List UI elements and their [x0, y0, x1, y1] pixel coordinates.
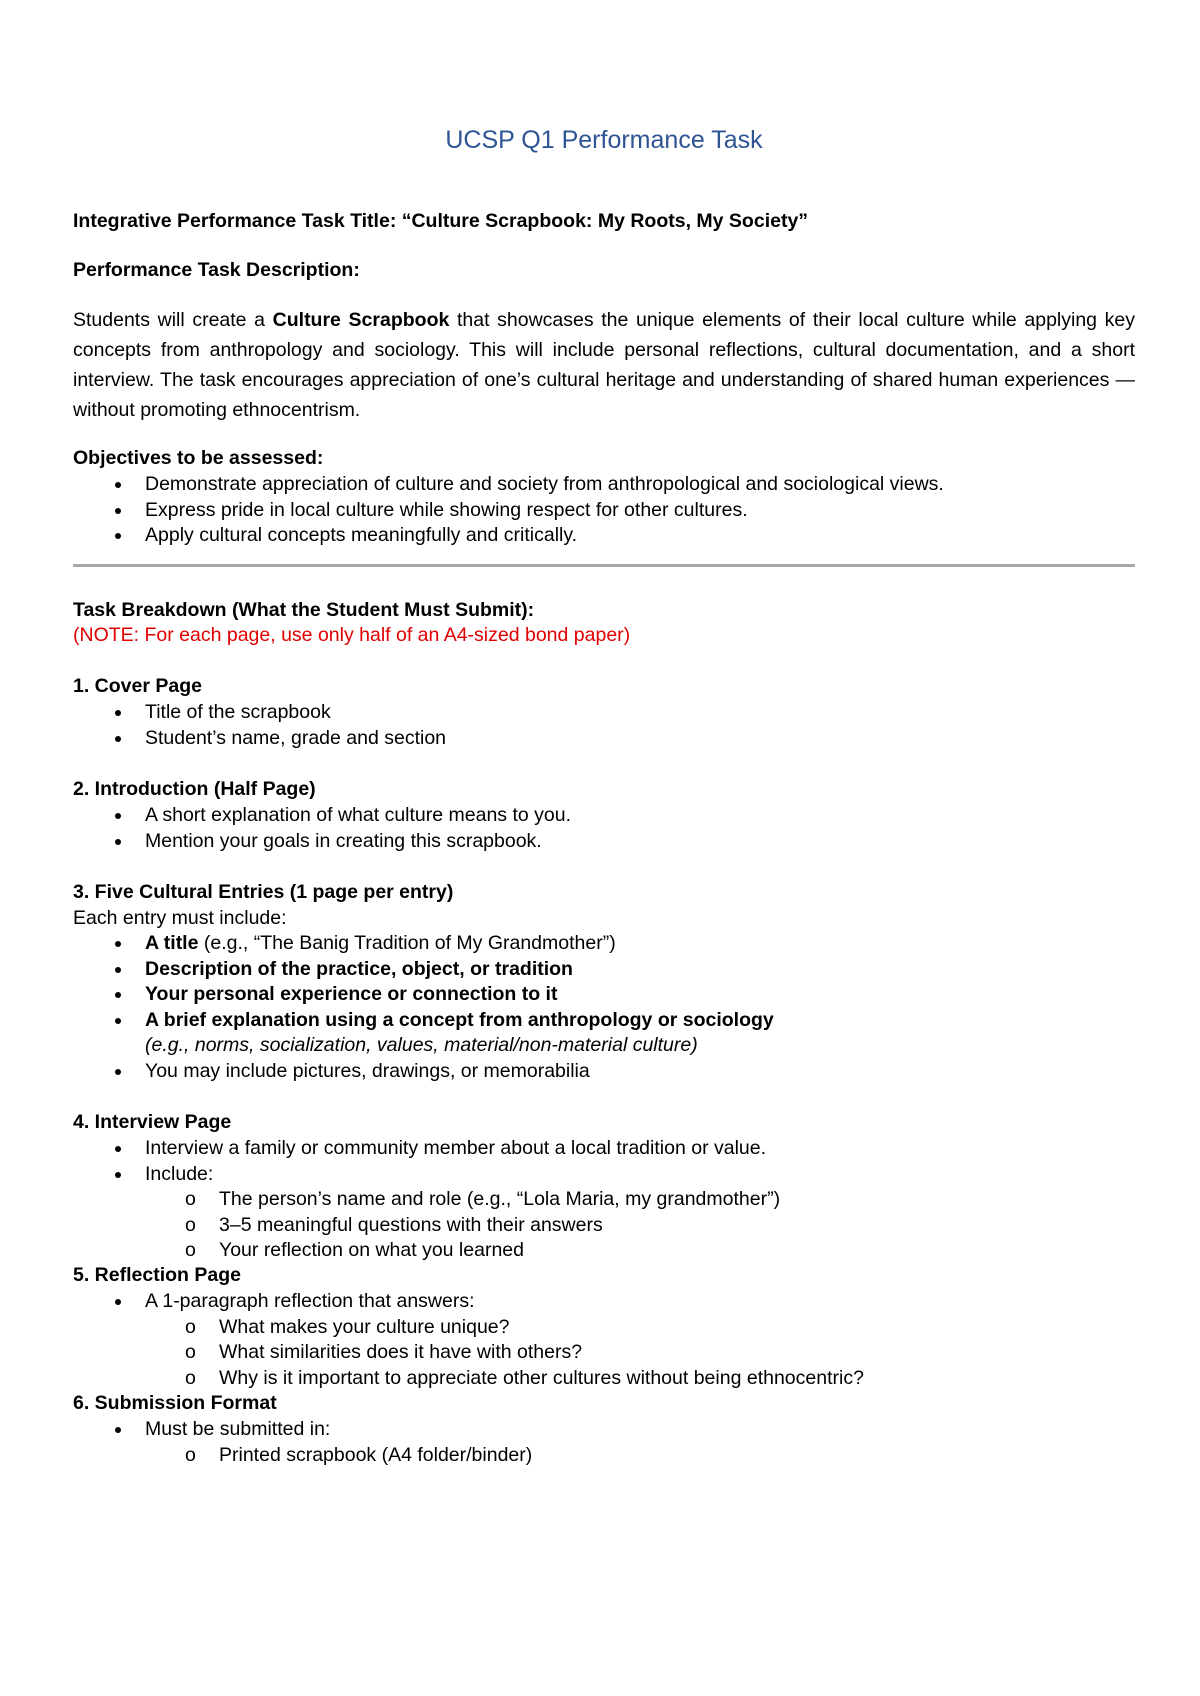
sub-list-item: o Why is it important to appreciate other cultures without being ethnocentric?	[73, 1366, 1135, 1392]
list-item: Express pride in local culture while showing respect for other cultures.	[73, 498, 1135, 524]
description-intro-before: Students will create a	[73, 309, 273, 331]
page-title: UCSP Q1 Performance Task	[445, 126, 763, 154]
list-item	[73, 931, 1135, 957]
sub-list-item: o Printed scrapbook (A4 folder/binder)	[73, 1443, 1135, 1469]
entries-lead: Each entry must include:	[73, 907, 287, 929]
list-item: Mention your goals in creating this scrapbook.	[73, 829, 1135, 855]
description-intro-after: that showcases the unique elements of their local culture while applying key concepts from anthropology and sociology. This will include personal reflections, cultural documentation, and a short interview. The task encourages appreciation of one’s cultural heritage and understanding of shared human experiences — without promoting ethnocentrism.	[73, 309, 1136, 421]
interview-list	[73, 1136, 1135, 1264]
sub-list-item: o What makes your culture unique?	[73, 1315, 1135, 1341]
reflection-list	[73, 1289, 1135, 1391]
description-intro-bold: Culture Scrapbook	[272, 309, 450, 331]
list-item: Title of the scrapbook	[73, 700, 1135, 726]
objectives-heading: Objectives to be assessed:	[73, 447, 324, 469]
introduction-list	[73, 803, 1135, 854]
list-item: Description of the practice, object, or tradition	[73, 957, 1135, 983]
list-item: A short explanation of what culture means to you.	[73, 803, 1135, 829]
entries-list	[73, 931, 1135, 1084]
cover-list	[73, 700, 1135, 751]
entry-title-bold: A title	[145, 932, 199, 954]
list-item: You may include pictures, drawings, or memorabilia	[73, 1059, 1135, 1085]
submission-list	[73, 1417, 1135, 1468]
list-item: Apply cultural concepts meaningfully and critically.	[73, 523, 1135, 549]
entries-heading: 3. Five Cultural Entries (1 page per entry)	[73, 881, 454, 903]
cover-heading: 1. Cover Page	[73, 675, 202, 697]
task-title: Integrative Performance Task Title: “Culture Scrapbook: My Roots, My Society”	[73, 210, 809, 232]
submission-heading: 6. Submission Format	[73, 1392, 277, 1414]
description-paragraph	[73, 305, 1135, 425]
description-heading: Performance Task Description:	[73, 259, 360, 281]
list-item: Your personal experience or connection to it	[73, 982, 1135, 1008]
list-item: Student’s name, grade and section	[73, 726, 1135, 752]
list-item: Interview a family or community member about a local tradition or value.	[73, 1136, 1135, 1162]
list-item-note: (e.g., norms, socialization, values, material/non-material culture)	[145, 1034, 698, 1056]
entry-title-rest: (e.g., “The Banig Tradition of My Grandmother”)	[198, 932, 616, 954]
list-item: Include:	[73, 1162, 1135, 1188]
sub-list-item: o The person’s name and role (e.g., “Lola Maria, my grandmother”)	[73, 1187, 1135, 1213]
sub-list-item: o Your reflection on what you learned	[73, 1238, 1135, 1264]
sub-list-item: o What similarities does it have with others?	[73, 1340, 1135, 1366]
list-item: Must be submitted in:	[73, 1417, 1135, 1443]
breakdown-note: (NOTE: For each page, use only half of an A4-sized bond paper)	[73, 624, 631, 646]
breakdown-heading: Task Breakdown (What the Student Must Submit):	[73, 599, 535, 621]
objectives-list	[73, 472, 1135, 549]
sub-list-item: o 3–5 meaningful questions with their answers	[73, 1213, 1135, 1239]
list-item: A 1-paragraph reflection that answers:	[73, 1289, 1135, 1315]
interview-heading: 4. Interview Page	[73, 1111, 232, 1133]
reflection-heading: 5. Reflection Page	[73, 1264, 241, 1286]
list-item: A brief explanation using a concept from anthropology or sociology	[73, 1008, 1135, 1034]
horizontal-divider	[73, 564, 1135, 567]
introduction-heading: 2. Introduction (Half Page)	[73, 778, 316, 800]
list-item: Demonstrate appreciation of culture and society from anthropological and sociological views.	[73, 472, 1135, 498]
